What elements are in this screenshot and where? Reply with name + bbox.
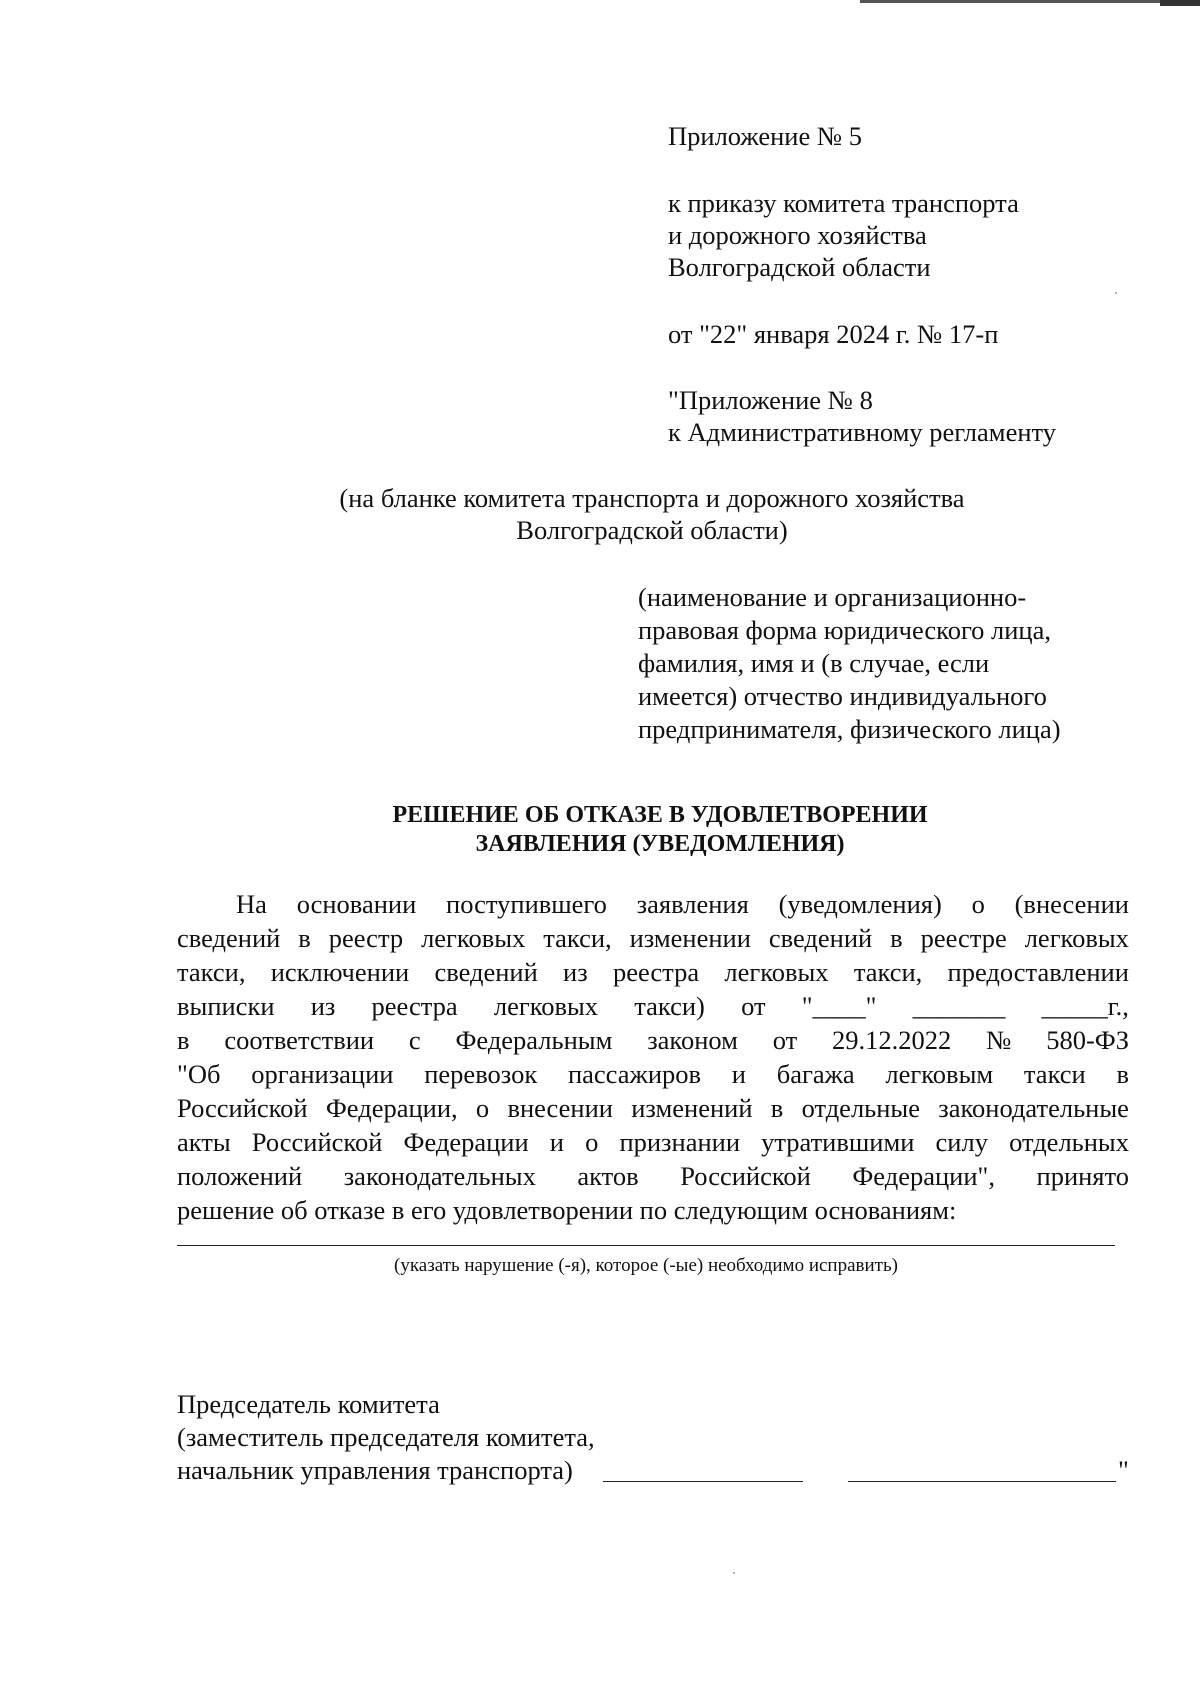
scan-speck (1115, 292, 1117, 294)
recipient-note-line-3: фамилия, имя и (в случае, если (638, 648, 990, 678)
order-reference-line-3: Волгоградской области (668, 252, 931, 282)
order-reference-line-1: к приказу комитета транспорта (668, 188, 1019, 218)
signature-title-line-2: (заместитель председателя комитета, (177, 1422, 595, 1452)
body-line-6: "Об организации перевозок пассажиров и багажа легковым такси в (177, 1059, 1129, 1089)
regulation-appendix-line-2: к Административному регламенту (668, 417, 1056, 447)
name-blank-line (848, 1481, 1116, 1482)
document-title-line-1: РЕШЕНИЕ ОБ ОТКАЗЕ В УДОВЛЕТВОРЕНИИ (392, 802, 928, 828)
recipient-note-line-5: предпринимателя, физического лица) (638, 714, 1061, 744)
violation-caption: (указать нарушение (-я), которое (-ые) необходимо исправить) (394, 1255, 898, 1276)
body-line-10: решение об отказе в его удовлетворении по следующим основаниям: (177, 1195, 957, 1225)
letterhead-note-line-2: Волгоградской области) (516, 515, 788, 545)
body-line-2: сведений в реестр легковых такси, изменении сведений в реестре легковых (177, 923, 1129, 953)
body-line-3: такси, исключении сведений из реестра легковых такси, предоставлении (177, 957, 1129, 987)
body-line-4: выписки из реестра легковых такси) от "____" _______ _____г., (177, 991, 1129, 1021)
body-line-1: На основании поступившего заявления (уведомления) о (внесении (236, 889, 1129, 919)
scan-edge-artifact (860, 0, 1200, 3)
body-line-5: в соответствии с Федеральным законом от 29.12.2022 № 580-ФЗ (177, 1025, 1129, 1055)
closing-quote: " (1118, 1455, 1129, 1485)
appendix-title: Приложение № 5 (668, 121, 863, 151)
signature-title-line-3: начальник управления транспорта) (177, 1455, 573, 1485)
signature-title-line-1: Председатель комитета (177, 1389, 440, 1419)
body-line-8: акты Российской Федерации и о признании утратившими силу отдельных (177, 1127, 1129, 1157)
body-line-9: положений законодательных актов Российской Федерации", принято (177, 1161, 1129, 1191)
recipient-note-line-1: (наименование и организационно- (638, 582, 1027, 612)
recipient-note-line-4: имеется) отчество индивидуального (638, 681, 1047, 711)
letterhead-note-line-1: (на бланке комитета транспорта и дорожного хозяйства (339, 483, 965, 513)
order-date: от "22" января 2024 г. № 17-п (668, 319, 999, 349)
scan-speck (733, 1572, 735, 1574)
order-reference-line-2: и дорожного хозяйства (668, 220, 927, 250)
regulation-appendix-line-1: "Приложение № 8 (668, 385, 873, 415)
recipient-note-line-2: правовая форма юридического лица, (638, 615, 1052, 645)
violation-blank-line (177, 1245, 1115, 1246)
scan-edge-artifact (1160, 0, 1200, 6)
document-title-line-2: ЗАЯВЛЕНИЯ (УВЕДОМЛЕНИЯ) (475, 831, 845, 857)
body-line-7: Российской Федерации, о внесении изменений в отдельные законодательные (177, 1093, 1129, 1123)
signature-blank-line (603, 1481, 803, 1482)
